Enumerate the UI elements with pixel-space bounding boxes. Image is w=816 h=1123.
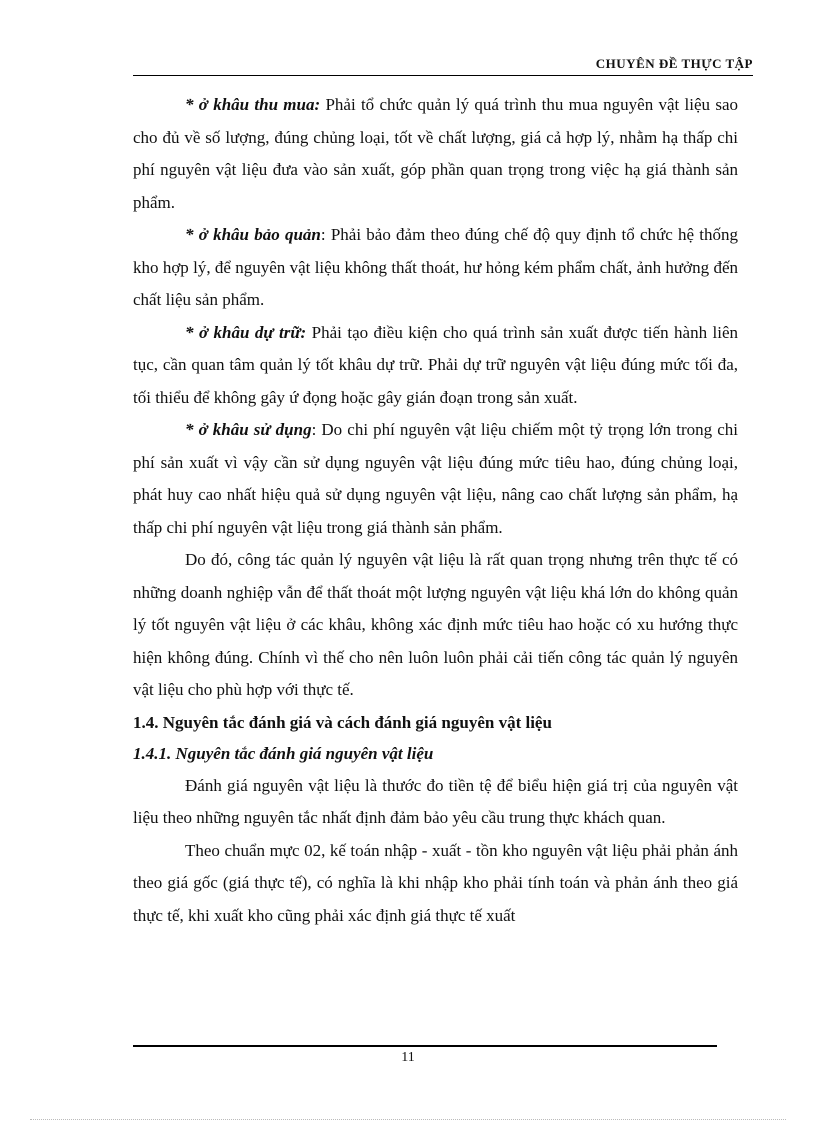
paragraph-lead: * ở khâu bảo quản [185,225,321,244]
header-rule [133,75,753,76]
paragraph-text: : Do chi phí nguyên vật liệu chiếm một tỷ trọng lớn trong chi phí sản xuất vì vậy cần sử dụng nguyên vật liệu đúng mức tiêu hao, đúng chủng loại, phát huy cao nhất hiệu quả sử dụng nguyên vật liệu, nâng cao chất lượng sản phẩm, hạ thấp chi phí nguyên vật liệu trong giá thành sản phẩm. [133,420,738,537]
paragraph-thu-mua [133,89,738,219]
paragraph-lead: * ở khâu sử dụng [185,420,312,439]
paragraph-lead: * ở khâu thu mua: [185,95,321,114]
paragraph-conclusion: Do đó, công tác quản lý nguyên vật liệu là rất quan trọng nhưng trên thực tế có những doanh nghiệp vẫn để thất thoát một lượng nguyên vật liệu khá lớn do không quản lý tốt nguyên vật liệu ở các khâu, không xác định mức tiêu hao hoặc có xu hướng thực hiện không đúng. Chính vì thế cho nên luôn luôn phải cải tiến công tác quản lý nguyên vật liệu cho phù hợp với thực tế. [133,550,738,699]
page-body [133,89,738,932]
paragraph-text: Phải tổ chức quản lý quá trình thu mua nguyên vật liệu sao cho đủ về số lượng, đúng chủng loại, tốt về chất lượng, giá cả hợp lý, nhằm hạ thấp chi phí nguyên vật liệu đưa vào sản xuất, góp phần quan trọng trong việc hạ giá thành sản phẩm. [133,95,738,212]
paragraph-bao-quan [133,219,738,317]
header-title: CHUYÊN ĐỀ THỰC TẬP [595,56,753,71]
page-number: 11 [401,1050,415,1065]
paragraph-lead: * ở khâu dự trữ: [185,322,307,342]
paragraph-standard: Theo chuẩn mực 02, kế toán nhập - xuất - tồn kho nguyên vật liệu phải phản ánh theo giá gốc (giá thực tế), có nghĩa là khi nhập kho phải tính toán và phản ánh theo giá thực tế, khi xuất kho cũng phải xác định giá thực tế xuất [133,840,738,925]
page-edge-divider [30,1119,786,1120]
paragraph-su-dung [133,414,738,544]
paragraph-definition: Đánh giá nguyên vật liệu là thước đo tiền tệ để biểu hiện giá trị của nguyên vật liệu theo những nguyên tắc nhất định đảm bảo yêu cầu trung thực khách quan. [133,775,738,827]
paragraph-text: Phải tạo điều kiện cho quá trình sản xuất được tiến hành liên tục, cần quan tâm quản lý tốt khâu dự trữ. Phải dự trữ nguyên vật liệu đúng mức tối đa, tối thiểu để không gây ứ đọng hoặc gây gián đoạn trong sản xuất. [133,322,739,407]
paragraph-du-tru [133,317,738,415]
section-heading: 1.4. Nguyên tắc đánh giá và cách đánh giá nguyên vật liệu [133,712,552,732]
footer-rule [133,1045,717,1047]
paragraph-text: : Phải bảo đảm theo đúng chế độ quy định tổ chức hệ thống kho hợp lý, để nguyên vật liệu không thất thoát, hư hỏng kém phẩm chất, ảnh hưởng đến chất liệu sản phẩm. [133,225,739,309]
subsection-heading: 1.4.1. Nguyên tắc đánh giá nguyên vật liệu [133,743,434,763]
